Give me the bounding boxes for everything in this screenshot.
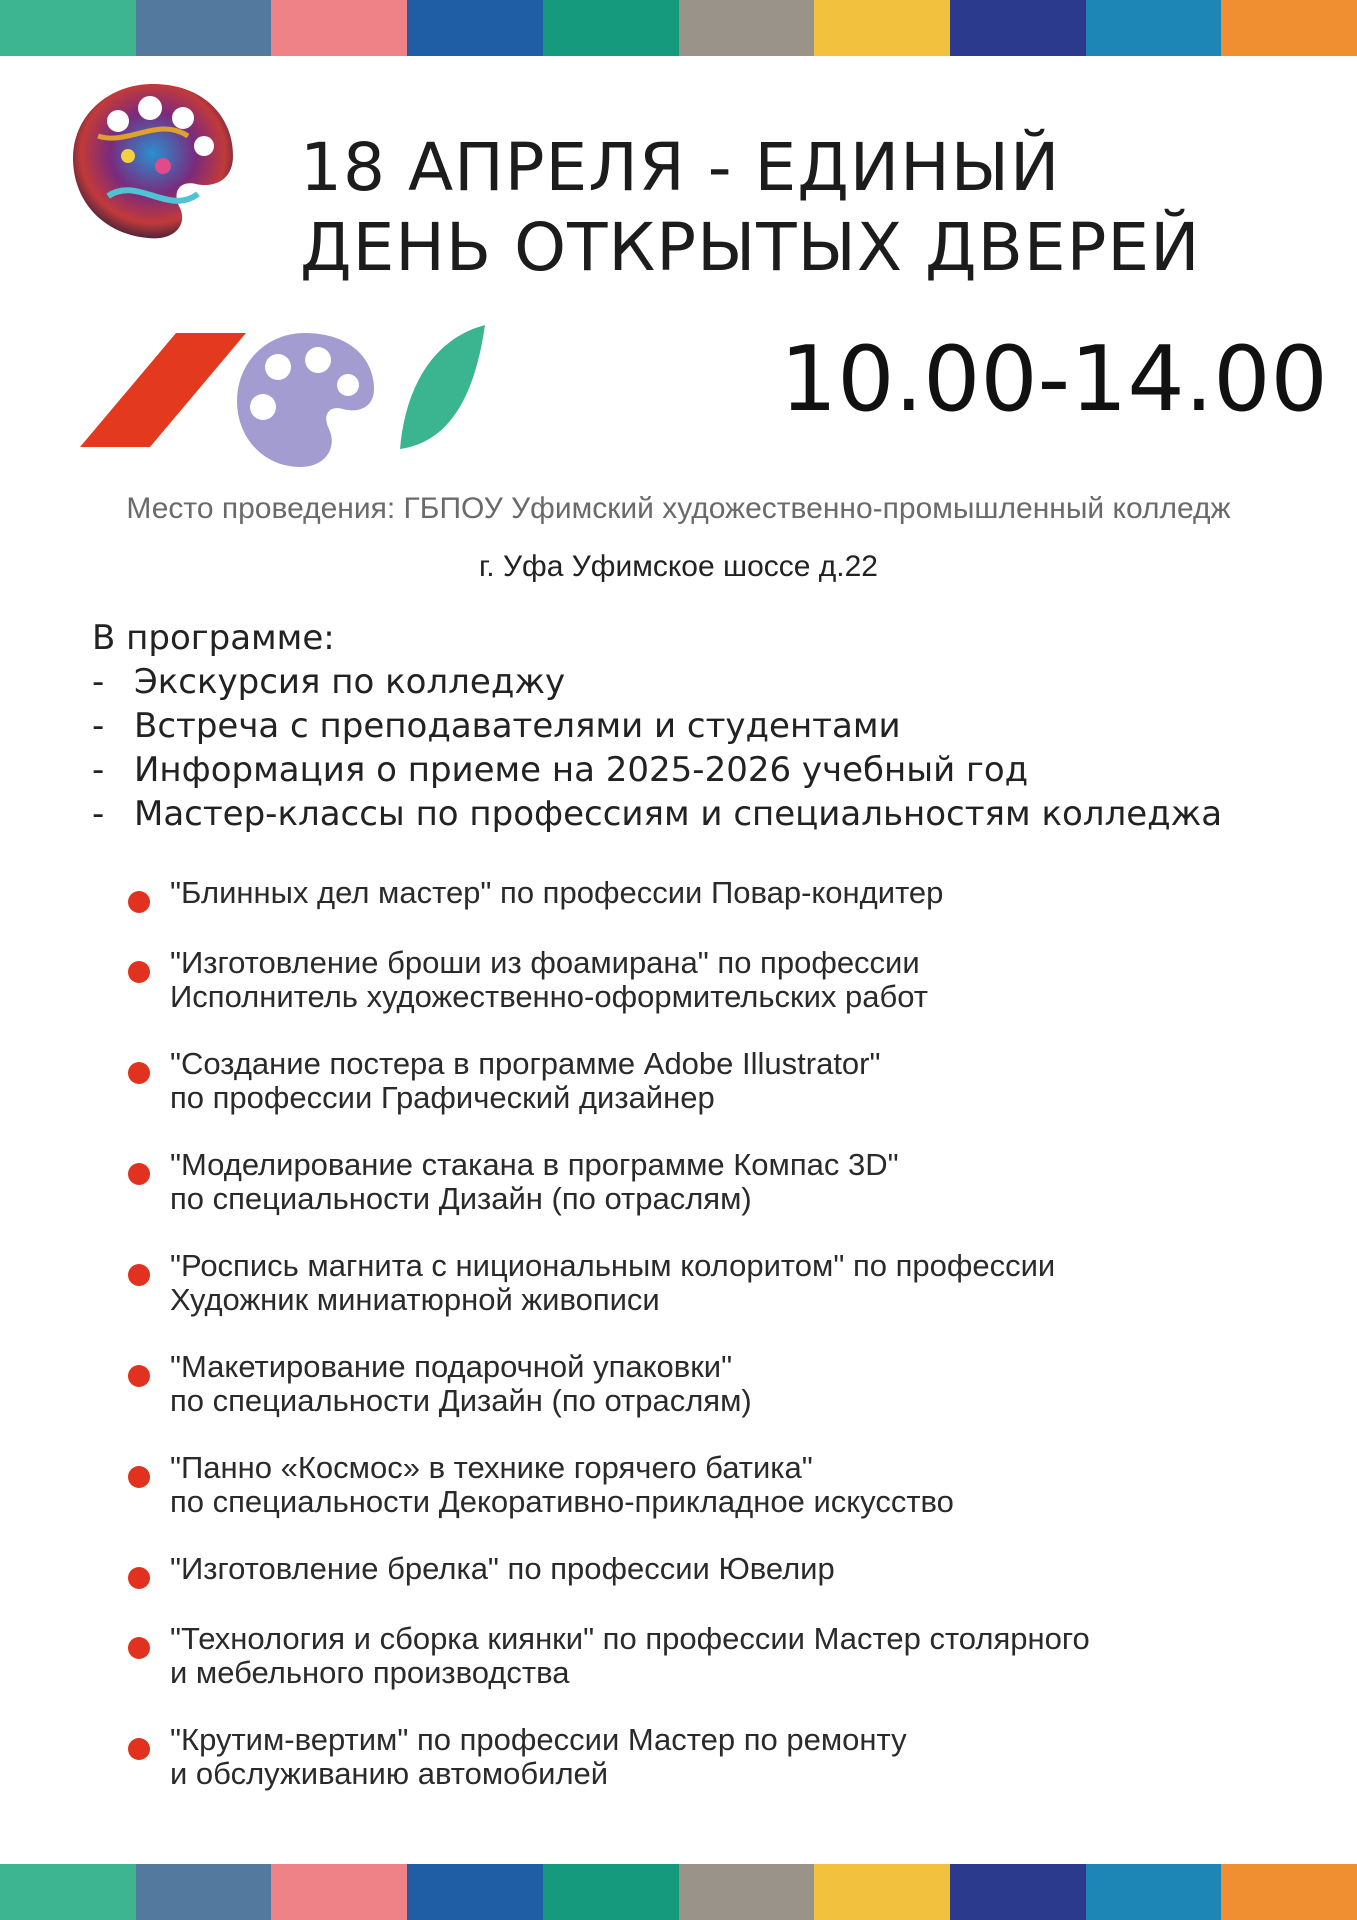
- master-class-subtitle: по профессии Графический дизайнер: [170, 1080, 715, 1115]
- stripe-segment: [814, 0, 950, 56]
- stripe-segment: [0, 1864, 136, 1920]
- program-item: [92, 660, 1332, 704]
- venue-address: г. Уфа Уфимское шоссе д.22: [479, 550, 878, 583]
- leaf-icon: [400, 325, 485, 449]
- master-class-title: "Создание постера в программе Adobe Illustrator": [170, 1046, 881, 1081]
- master-class-item: [128, 1622, 1328, 1690]
- stripe-segment: [136, 0, 272, 56]
- dash-marker: -: [92, 706, 105, 746]
- stripe-segment: [543, 1864, 679, 1920]
- dash-marker: -: [92, 750, 105, 790]
- program-item-text: Мастер-классы по профессиям и специальностям колледжа: [134, 794, 1223, 834]
- master-class-title: "Моделирование стакана в программе Компас 3D": [170, 1147, 899, 1182]
- bottom-color-stripe: [0, 1864, 1357, 1920]
- program-list: [92, 660, 1332, 836]
- master-class-item: [128, 1552, 1328, 1589]
- master-class-item: [128, 876, 1328, 913]
- dash-marker: -: [92, 794, 105, 834]
- master-class-subtitle: по специальности Дизайн (по отраслям): [170, 1383, 752, 1418]
- master-class-subtitle: и обслуживанию автомобилей: [170, 1756, 609, 1791]
- bullet-dot-icon: [128, 1264, 150, 1286]
- master-class-title: "Изготовление брелка" по профессии Ювелир: [170, 1551, 835, 1586]
- stripe-segment: [136, 1864, 272, 1920]
- program-item: [92, 748, 1332, 792]
- master-class-item: [128, 1148, 1328, 1216]
- bullet-dot-icon: [128, 1637, 150, 1659]
- master-class-subtitle: по специальности Дизайн (по отраслям): [170, 1181, 752, 1216]
- bullet-dot-icon: [128, 1567, 150, 1589]
- bullet-dot-icon: [128, 1062, 150, 1084]
- stripe-segment: [407, 0, 543, 56]
- program-item-text: Экскурсия по колледжу: [134, 662, 566, 702]
- master-class-subtitle: Художник миниатюрной живописи: [170, 1282, 660, 1317]
- stripe-segment: [1221, 1864, 1357, 1920]
- master-class-title: "Роспись магнита с ниционaльным колоритом" по профессии: [170, 1248, 1056, 1283]
- stripe-segment: [814, 1864, 950, 1920]
- stripe-segment: [950, 1864, 1086, 1920]
- program-item: [92, 792, 1332, 836]
- stripe-segment: [271, 0, 407, 56]
- stripe-segment: [679, 0, 815, 56]
- palette-icon: [237, 333, 374, 467]
- master-class-item: [128, 1451, 1328, 1519]
- program-item: [92, 704, 1332, 748]
- master-class-subtitle: Исполнитель художественно-оформительских работ: [170, 979, 929, 1014]
- decorative-shapes: [80, 325, 620, 475]
- master-class-title: "Изготовление броши из фоамирана" по профессии: [170, 945, 920, 980]
- stripe-segment: [1086, 1864, 1222, 1920]
- program-item-text: Информация о приеме на 2025-2026 учебный год: [134, 750, 1029, 790]
- master-class-subtitle: и мебельного производства: [170, 1655, 570, 1690]
- bullet-dot-icon: [128, 891, 150, 913]
- event-time: 10.00-14.00: [780, 327, 1328, 432]
- master-class-subtitle: по специальности Декоративно-прикладное искусство: [170, 1484, 954, 1519]
- bullet-dot-icon: [128, 1466, 150, 1488]
- bullet-dot-icon: [128, 1163, 150, 1185]
- stripe-segment: [407, 1864, 543, 1920]
- page-title: [300, 128, 1340, 288]
- master-class-title: "Панно «Космос» в технике горячего батика": [170, 1450, 813, 1485]
- stripe-segment: [0, 0, 136, 56]
- title-line-2: ДЕНЬ ОТКРЫТЫХ ДВЕРЕЙ: [300, 209, 1201, 286]
- stripe-segment: [1221, 0, 1357, 56]
- program-item-text: Встреча с преподавателями и студентами: [134, 706, 901, 746]
- program-section: [92, 616, 1332, 836]
- stripe-segment: [950, 0, 1086, 56]
- master-class-item: [128, 1249, 1328, 1317]
- master-class-item: [128, 946, 1328, 1014]
- master-class-item: [128, 1047, 1328, 1115]
- bullet-dot-icon: [128, 961, 150, 983]
- bullet-dot-icon: [128, 1738, 150, 1760]
- master-class-title: "Крутим-вертим" по профессии Мастер по ремонту: [170, 1722, 907, 1757]
- title-line-1: 18 АПРЕЛЯ - ЕДИНЫЙ: [300, 129, 1061, 206]
- master-class-item: [128, 1350, 1328, 1418]
- dash-marker: -: [92, 662, 105, 702]
- master-class-title: "Блинных дел мастер" по профессии Повар-кондитер: [170, 875, 944, 910]
- venue-line: Место проведения: ГБПОУ Уфимский художественно-промышленный колледж: [126, 492, 1231, 525]
- master-class-list: [128, 876, 1328, 1824]
- college-logo-palette: [68, 76, 238, 246]
- stripe-segment: [1086, 0, 1222, 56]
- program-heading: В программе:: [92, 618, 335, 658]
- bullet-dot-icon: [128, 1365, 150, 1387]
- master-class-title: "Макетирование подарочной упаковки": [170, 1349, 733, 1384]
- stripe-segment: [679, 1864, 815, 1920]
- stripe-segment: [543, 0, 679, 56]
- top-color-stripe: [0, 0, 1357, 56]
- master-class-item: [128, 1723, 1328, 1791]
- stripe-segment: [271, 1864, 407, 1920]
- master-class-title: "Технология и сборка киянки" по профессии Мастер столярного: [170, 1621, 1090, 1656]
- red-parallelogram-icon: [80, 333, 246, 447]
